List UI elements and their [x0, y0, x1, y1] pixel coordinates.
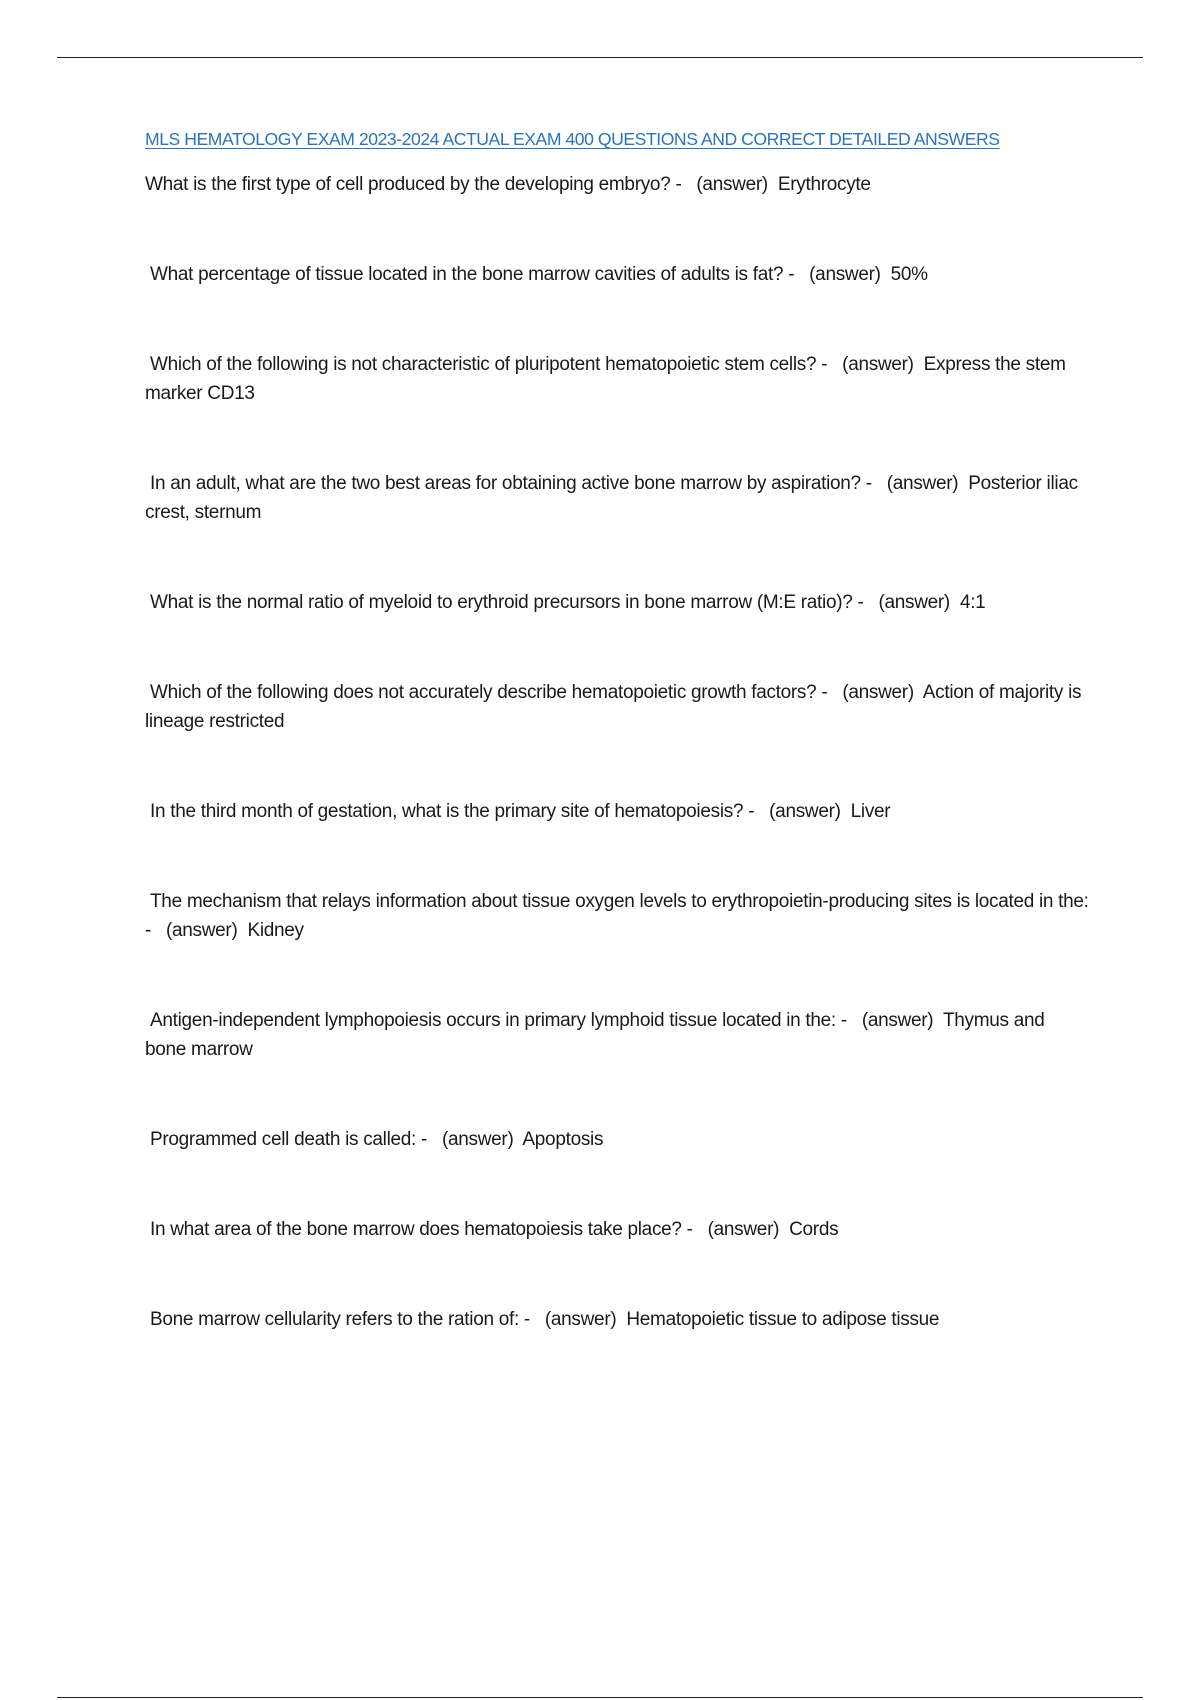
question-text: In the third month of gestation, what is the primary site of hematopoiesis? -: [150, 801, 755, 822]
answer-text: Express the stem marker CD13: [145, 354, 1066, 404]
qa-item: [145, 170, 1090, 199]
top-rule: [57, 57, 1143, 58]
answer-text: 4:1: [959, 592, 986, 613]
answer-text: Hematopoietic tissue to adipose tissue: [626, 1309, 940, 1330]
answer-text: 50%: [890, 264, 928, 285]
question-text: The mechanism that relays information about tissue oxygen levels to erythropoietin-producing sites is located in the: -: [145, 891, 1089, 941]
qa-item: [145, 350, 1090, 408]
answer-marker: (answer): [809, 264, 881, 285]
answer-text: Apoptosis: [522, 1129, 604, 1150]
qa-item: [145, 1305, 1090, 1334]
answer-marker: (answer): [165, 920, 238, 941]
bottom-rule: [57, 1697, 1143, 1698]
question-text: What percentage of tissue located in the bone marrow cavities of adults is fat? -: [150, 264, 795, 285]
qa-item: [145, 887, 1090, 945]
question-text: In what area of the bone marrow does hematopoiesis take place? -: [150, 1219, 693, 1240]
qa-item: [145, 260, 1090, 289]
answer-marker: (answer): [842, 682, 914, 703]
document-title: MLS HEMATOLOGY EXAM 2023-2024 ACTUAL EXAM 400 QUESTIONS AND CORRECT DETAILED ANSWERS: [145, 129, 1000, 149]
answer-text: Liver: [850, 801, 891, 822]
answer-marker: (answer): [878, 592, 950, 613]
qa-item: [145, 469, 1090, 527]
answer-marker: (answer): [441, 1129, 514, 1150]
answer-marker: (answer): [696, 174, 768, 195]
answer-text: Action of majority is lineage restricted: [145, 682, 1082, 732]
answer-marker: (answer): [886, 473, 959, 494]
question-text: Antigen-independent lymphopoiesis occurs in primary lymphoid tissue located in the: -: [150, 1010, 847, 1031]
answer-marker: (answer): [861, 1010, 934, 1031]
answer-marker: (answer): [707, 1219, 780, 1240]
answer-text: Posterior iliac crest, sternum: [145, 473, 1078, 523]
answer-text: Erythrocyte: [777, 174, 871, 195]
answer-text: Kidney: [247, 920, 304, 941]
question-text: Which of the following is not characteristic of pluripotent hematopoietic stem cells? -: [150, 354, 828, 375]
qa-item: [145, 678, 1090, 736]
answer-text: Cords: [789, 1219, 839, 1240]
answer-marker: (answer): [842, 354, 914, 375]
question-text: Which of the following does not accurately describe hematopoietic growth factors? -: [150, 682, 828, 703]
qa-item: [145, 1125, 1090, 1154]
document-body: [145, 128, 1090, 1395]
question-text: Programmed cell death is called: -: [150, 1129, 428, 1150]
qa-item: [145, 1215, 1090, 1244]
answer-text: Thymus and bone marrow: [145, 1010, 1045, 1060]
answer-marker: (answer): [544, 1309, 617, 1330]
answer-marker: (answer): [769, 801, 841, 822]
qa-item: [145, 797, 1090, 826]
qa-item: [145, 1006, 1090, 1064]
question-text: What is the normal ratio of myeloid to erythroid precursors in bone marrow (M:E ratio)? -: [150, 592, 864, 613]
question-text: Bone marrow cellularity refers to the ration of: -: [150, 1309, 530, 1330]
question-text: What is the first type of cell produced by the developing embryo? -: [145, 174, 682, 195]
qa-item: [145, 588, 1090, 617]
question-text: In an adult, what are the two best areas for obtaining active bone marrow by aspiration? -: [150, 473, 872, 494]
